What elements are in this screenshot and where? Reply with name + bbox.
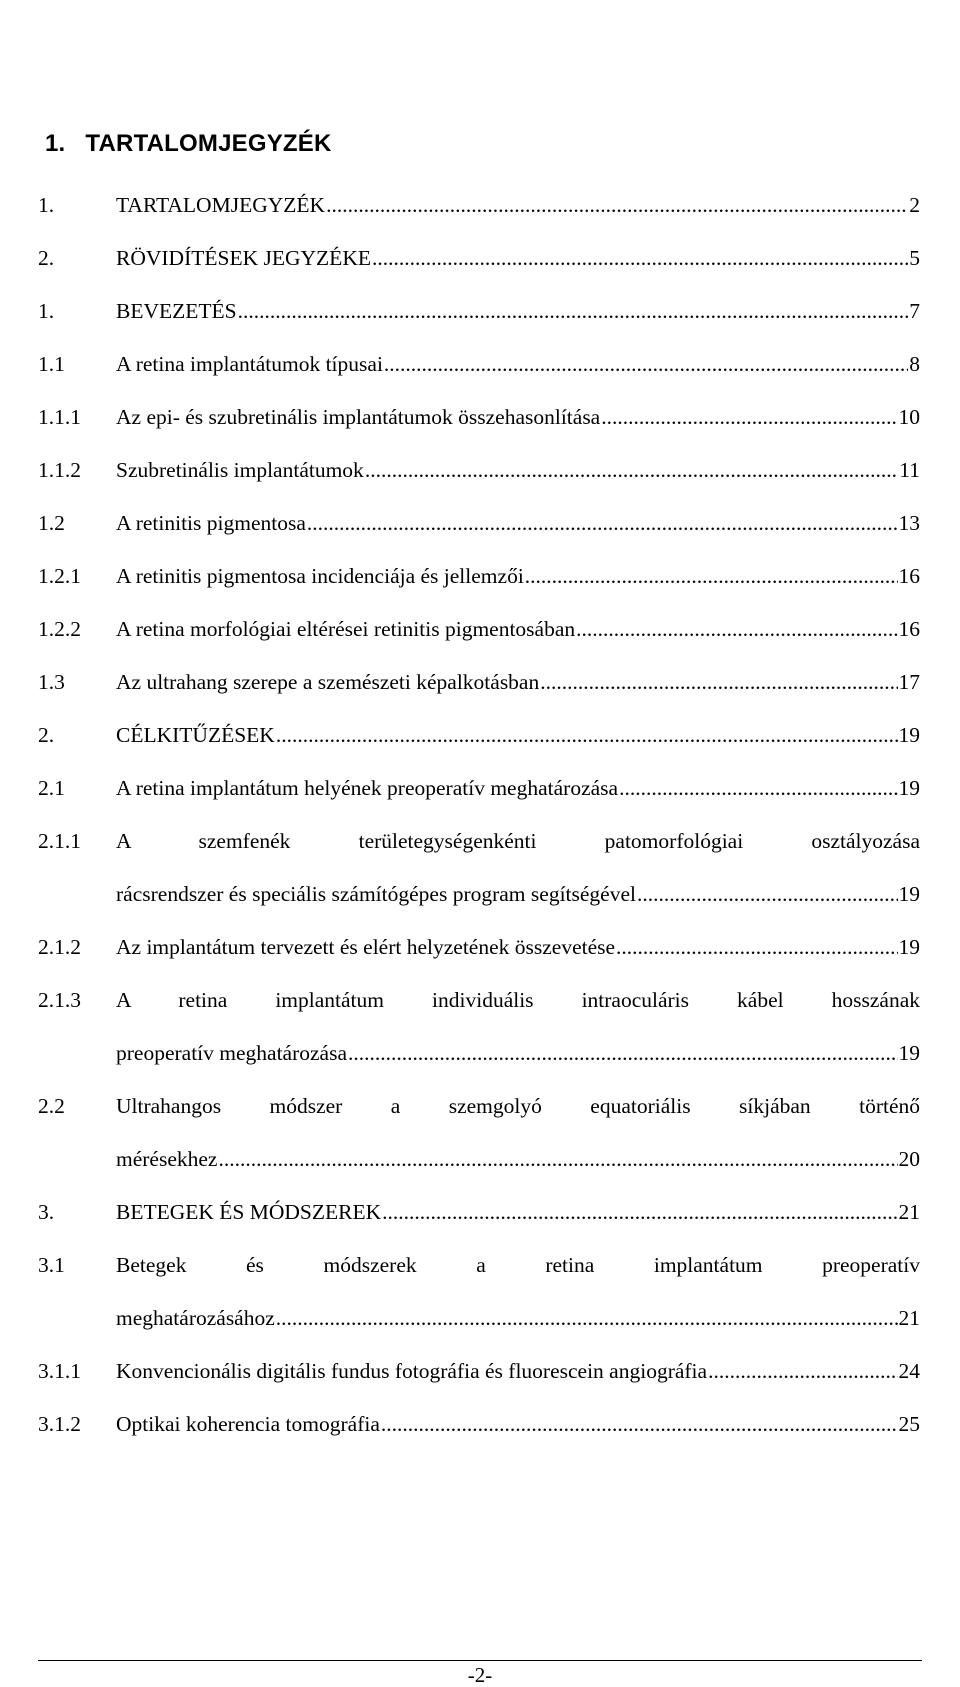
toc-dot-leader [372,245,908,271]
toc-entry-line [116,192,920,218]
toc-entry-number: 1. [38,299,55,323]
toc-entry-title: TARTALOMJEGYZÉK [116,193,326,217]
toc-entry-title: BEVEZETÉS [116,299,237,323]
toc-entry-body [116,1358,920,1384]
toc-entry[interactable] [38,669,920,695]
toc-entry-number: 2.1.2 [38,935,81,959]
toc-entry-line [116,616,920,642]
toc-entry-body [116,1093,920,1172]
toc-dot-leader [381,1411,898,1437]
toc-entry-page-number: 21 [898,1200,920,1224]
toc-entry-page-number: 7 [909,299,920,323]
toc-entry-page-number: 5 [909,246,920,270]
toc-entry-page-number: 2 [909,193,920,217]
toc-dot-leader [616,934,897,960]
toc-entry-title: CÉLKITŰZÉSEK [116,723,275,747]
toc-entry-title: mérésekhez [116,1147,218,1171]
toc-entry-number: 1.2 [38,511,65,535]
toc-entry[interactable] [38,987,920,1066]
toc-entry-title: Optikai koherencia tomográfia [116,1412,380,1436]
toc-entry-line [116,775,920,801]
toc-entry[interactable] [38,404,920,430]
toc-entry-page-number: 19 [898,1041,920,1065]
toc-entry-body [116,245,920,271]
toc-entry-title: A retina morfológiai eltérései retinitis pigmentosában [116,617,576,641]
toc-entry[interactable] [38,616,920,642]
toc-entry-body [116,192,920,218]
toc-dot-leader [307,510,898,536]
toc-entry-line [116,351,920,377]
toc-entry-page-number: 16 [898,617,920,641]
toc-dot-leader [382,1199,897,1225]
toc-entry-title: rácsrendszer és speciális számítógépes program segítségével [116,882,636,906]
toc-entry-number: 3. [38,1200,55,1224]
toc-entry-line [116,934,920,960]
toc-entry-body [116,563,920,589]
toc-entry[interactable] [38,510,920,536]
toc-entry-page-number: 19 [898,882,920,906]
toc-entry-title: preoperatív meghatározása [116,1041,347,1065]
toc-entry-line [116,298,920,324]
toc-dot-leader [540,669,897,695]
toc-entry[interactable] [38,1252,920,1331]
toc-entry-line [116,1358,920,1384]
toc-entry-number: 1.1.2 [38,458,81,482]
toc-dot-leader [326,192,908,218]
toc-entry-number: 1.2.1 [38,564,81,588]
toc-entry-body [116,1199,920,1225]
toc-entry-body [116,457,920,483]
toc-entry-body [116,669,920,695]
toc-entry-number: 1.1.1 [38,405,81,429]
toc-entry-line [116,1040,920,1066]
toc-dot-leader [218,1146,897,1172]
table-of-contents [38,192,920,1464]
toc-entry-page-number: 24 [898,1359,920,1383]
toc-dot-leader [384,351,908,377]
toc-entry-page-number: 20 [898,1147,920,1171]
toc-entry[interactable] [38,457,920,483]
toc-entry[interactable] [38,1093,920,1172]
toc-entry-page-number: 13 [898,511,920,535]
page-footer [0,1660,960,1687]
toc-entry-body [116,351,920,377]
toc-entry[interactable] [38,1358,920,1384]
toc-entry-title: A retina implantátum helyének preoperatív meghatározása [116,776,619,800]
toc-entry-body [116,404,920,430]
toc-entry-line [116,245,920,271]
toc-entry-line [116,722,920,748]
toc-entry-line [116,563,920,589]
toc-entry-page-number: 25 [898,1412,920,1436]
toc-entry-line [116,1146,920,1172]
page-title [45,130,332,158]
toc-dot-leader [619,775,897,801]
toc-entry-body [116,934,920,960]
toc-entry-title: BETEGEK ÉS MÓDSZEREK [116,1200,382,1224]
toc-entry-page-number: 8 [909,352,920,376]
footer-rule [38,1660,922,1661]
toc-entry-title: Az ultrahang szerepe a szemészeti képalkotásban [116,670,540,694]
page-title-text: TARTALOMJEGYZÉK [85,130,332,157]
toc-entry-title-first-line: A szemfenék területegységenkénti patomorfológiai osztályozása [116,829,920,853]
toc-entry[interactable] [38,298,920,324]
toc-entry-line [116,1411,920,1437]
toc-entry-page-number: 17 [898,670,920,694]
toc-entry-page-number: 10 [898,405,920,429]
toc-entry-line [116,457,920,483]
toc-entry-number: 1.3 [38,670,65,694]
toc-entry-line [116,404,920,430]
toc-entry-page-number: 21 [898,1306,920,1330]
toc-entry-line [116,881,920,907]
toc-entry[interactable] [38,934,920,960]
toc-entry-number: 1.1 [38,352,65,376]
toc-entry-line [116,1199,920,1225]
toc-entry-title: RÖVIDÍTÉSEK JEGYZÉKE [116,246,371,270]
toc-entry-body [116,1411,920,1437]
toc-entry-page-number: 19 [898,935,920,959]
toc-entry-title: A retinitis pigmentosa [116,511,306,535]
toc-entry[interactable] [38,775,920,801]
toc-entry-body [116,298,920,324]
toc-entry-page-number: 11 [899,458,920,482]
toc-entry-number: 2.1.3 [38,988,81,1012]
toc-entry-title: meghatározásához [116,1306,275,1330]
toc-entry-body [116,775,920,801]
toc-entry-number: 2. [38,246,55,270]
toc-entry[interactable] [38,722,920,748]
toc-entry-line [116,1305,920,1331]
toc-entry-line [116,510,920,536]
toc-entry-title: Szubretinális implantátumok [116,458,364,482]
toc-entry-number: 1. [38,193,55,217]
toc-entry-number: 2.1.1 [38,829,81,853]
toc-dot-leader [525,563,898,589]
toc-entry[interactable] [38,1411,920,1437]
toc-entry[interactable] [38,351,920,377]
toc-entry-page-number: 19 [898,723,920,747]
toc-entry-page-number: 19 [898,776,920,800]
toc-entry-title-first-line: A retina implantátum individuális intraoculáris kábel hosszának [116,988,920,1012]
toc-entry-line [116,669,920,695]
toc-entry-title-first-line: Ultrahangos módszer a szemgolyó equatoriális síkjában történő [116,1094,920,1118]
toc-entry-number: 1.2.2 [38,617,81,641]
toc-dot-leader [708,1358,897,1384]
toc-entry-body [116,1252,920,1331]
toc-dot-leader [601,404,897,430]
toc-dot-leader [637,881,898,907]
toc-dot-leader [276,1305,898,1331]
toc-entry-body [116,828,920,907]
toc-entry-number: 3.1.1 [38,1359,81,1383]
toc-entry-title-first-line: Betegek és módszerek a retina implantátum preoperatív [116,1253,920,1277]
toc-entry-number: 2.2 [38,1094,65,1118]
toc-dot-leader [365,457,898,483]
toc-entry[interactable] [38,245,920,271]
toc-entry[interactable] [38,563,920,589]
toc-entry-number: 3.1 [38,1253,65,1277]
toc-entry[interactable] [38,1199,920,1225]
toc-dot-leader [576,616,897,642]
toc-entry-number: 2.1 [38,776,65,800]
toc-entry[interactable] [38,192,920,218]
page-number: -2- [467,1663,493,1687]
toc-entry-body [116,987,920,1066]
toc-entry-body [116,510,920,536]
toc-entry-page-number: 16 [898,564,920,588]
toc-dot-leader [276,722,898,748]
toc-entry-number: 2. [38,723,55,747]
toc-entry[interactable] [38,828,920,907]
toc-entry-title: A retina implantátumok típusai [116,352,383,376]
toc-entry-title: Az implantátum tervezett és elért helyzetének összevetése [116,935,616,959]
toc-entry-number: 3.1.2 [38,1412,81,1436]
page-title-number: 1. [45,130,66,157]
toc-entry-title: Az epi- és szubretinális implantátumok összehasonlítása [116,405,601,429]
toc-entry-body [116,722,920,748]
toc-dot-leader [348,1040,898,1066]
toc-entry-title: A retinitis pigmentosa incidenciája és jellemzői [116,564,524,588]
toc-entry-title: Konvencionális digitális fundus fotográfia és fluorescein angiográfia [116,1359,708,1383]
toc-dot-leader [238,298,909,324]
toc-entry-body [116,616,920,642]
